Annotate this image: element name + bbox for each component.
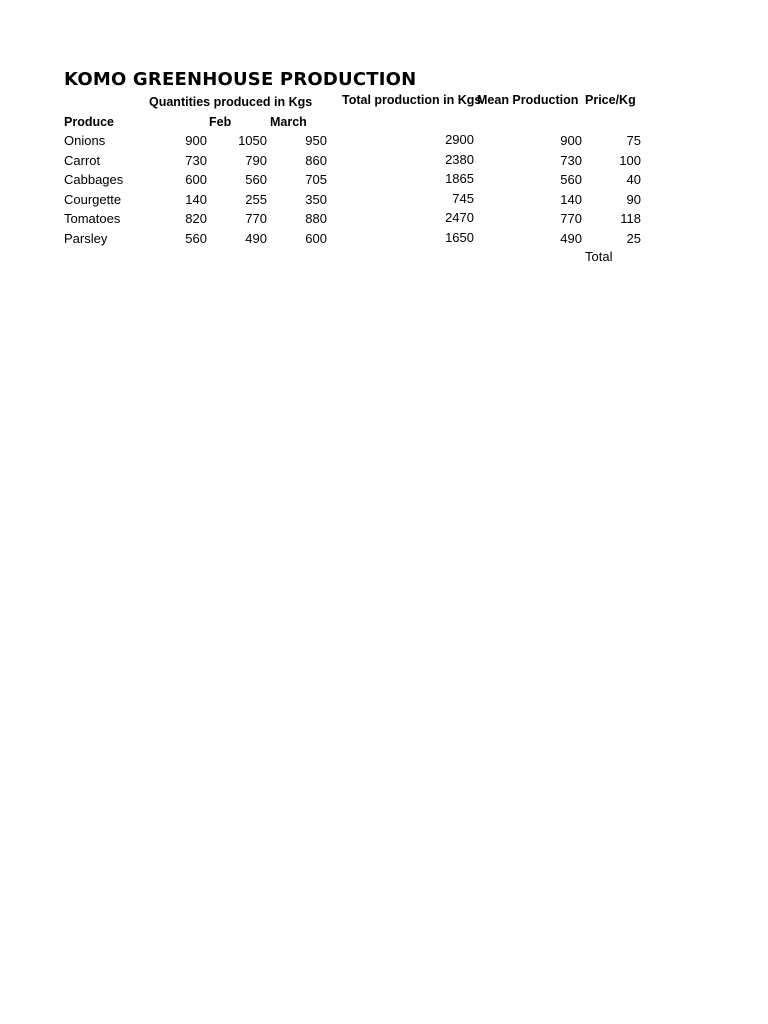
cell-jan: 900 [185,133,207,148]
cell-produce: Tomatoes [64,211,121,226]
price-header: Price/Kg [585,93,636,107]
feb-header: Feb [209,115,232,129]
cell-price: 75 [626,133,641,148]
cell-feb: 490 [245,231,267,246]
cell-march: 600 [305,231,327,246]
cell-produce: Cabbages [64,172,124,187]
cell-jan: 730 [185,153,207,168]
produce-header: Produce [64,115,115,129]
cell-total: 2380 [445,152,474,167]
cell-produce: Courgette [64,192,122,207]
cell-price: 40 [626,172,641,187]
quantities-header: Quantities produced in Kgs [149,95,313,109]
cell-total: 745 [452,191,474,206]
cell-feb: 255 [245,192,267,207]
cell-produce: Carrot [64,153,101,168]
cell-mean: 560 [560,172,582,187]
cell-march: 950 [305,133,327,148]
cell-march: 880 [305,211,327,226]
cell-produce: Parsley [64,231,108,246]
cell-jan: 560 [185,231,207,246]
total-production-header: Total production in Kgs [342,93,482,107]
cell-price: 100 [619,153,641,168]
cell-price: 90 [626,192,641,207]
cell-mean: 730 [560,153,582,168]
mean-production-header: Mean Production [477,93,579,107]
cell-jan: 140 [185,192,207,207]
cell-total: 2470 [445,210,474,225]
cell-feb: 1050 [238,133,267,148]
cell-price: 118 [620,211,641,226]
cell-jan: 600 [185,172,207,187]
cell-feb: 770 [245,211,267,226]
cell-total: 2900 [445,132,474,147]
cell-feb: 560 [245,172,267,187]
cell-mean: 490 [560,231,582,246]
cell-total: 1650 [445,230,474,245]
march-header: March [270,115,307,129]
cell-produce: Onions [64,133,106,148]
cell-mean: 900 [560,133,582,148]
cell-march: 350 [305,192,327,207]
cell-mean: 770 [560,211,582,226]
cell-price: 25 [626,231,641,246]
sheet-title: KOMO GREENHOUSE PRODUCTION [64,69,417,90]
total-label: Total [585,249,613,264]
cell-mean: 140 [560,192,582,207]
cell-total: 1865 [445,171,474,186]
cell-feb: 790 [245,153,267,168]
cell-jan: 820 [185,211,207,226]
cell-march: 705 [305,172,327,187]
cell-march: 860 [305,153,327,168]
